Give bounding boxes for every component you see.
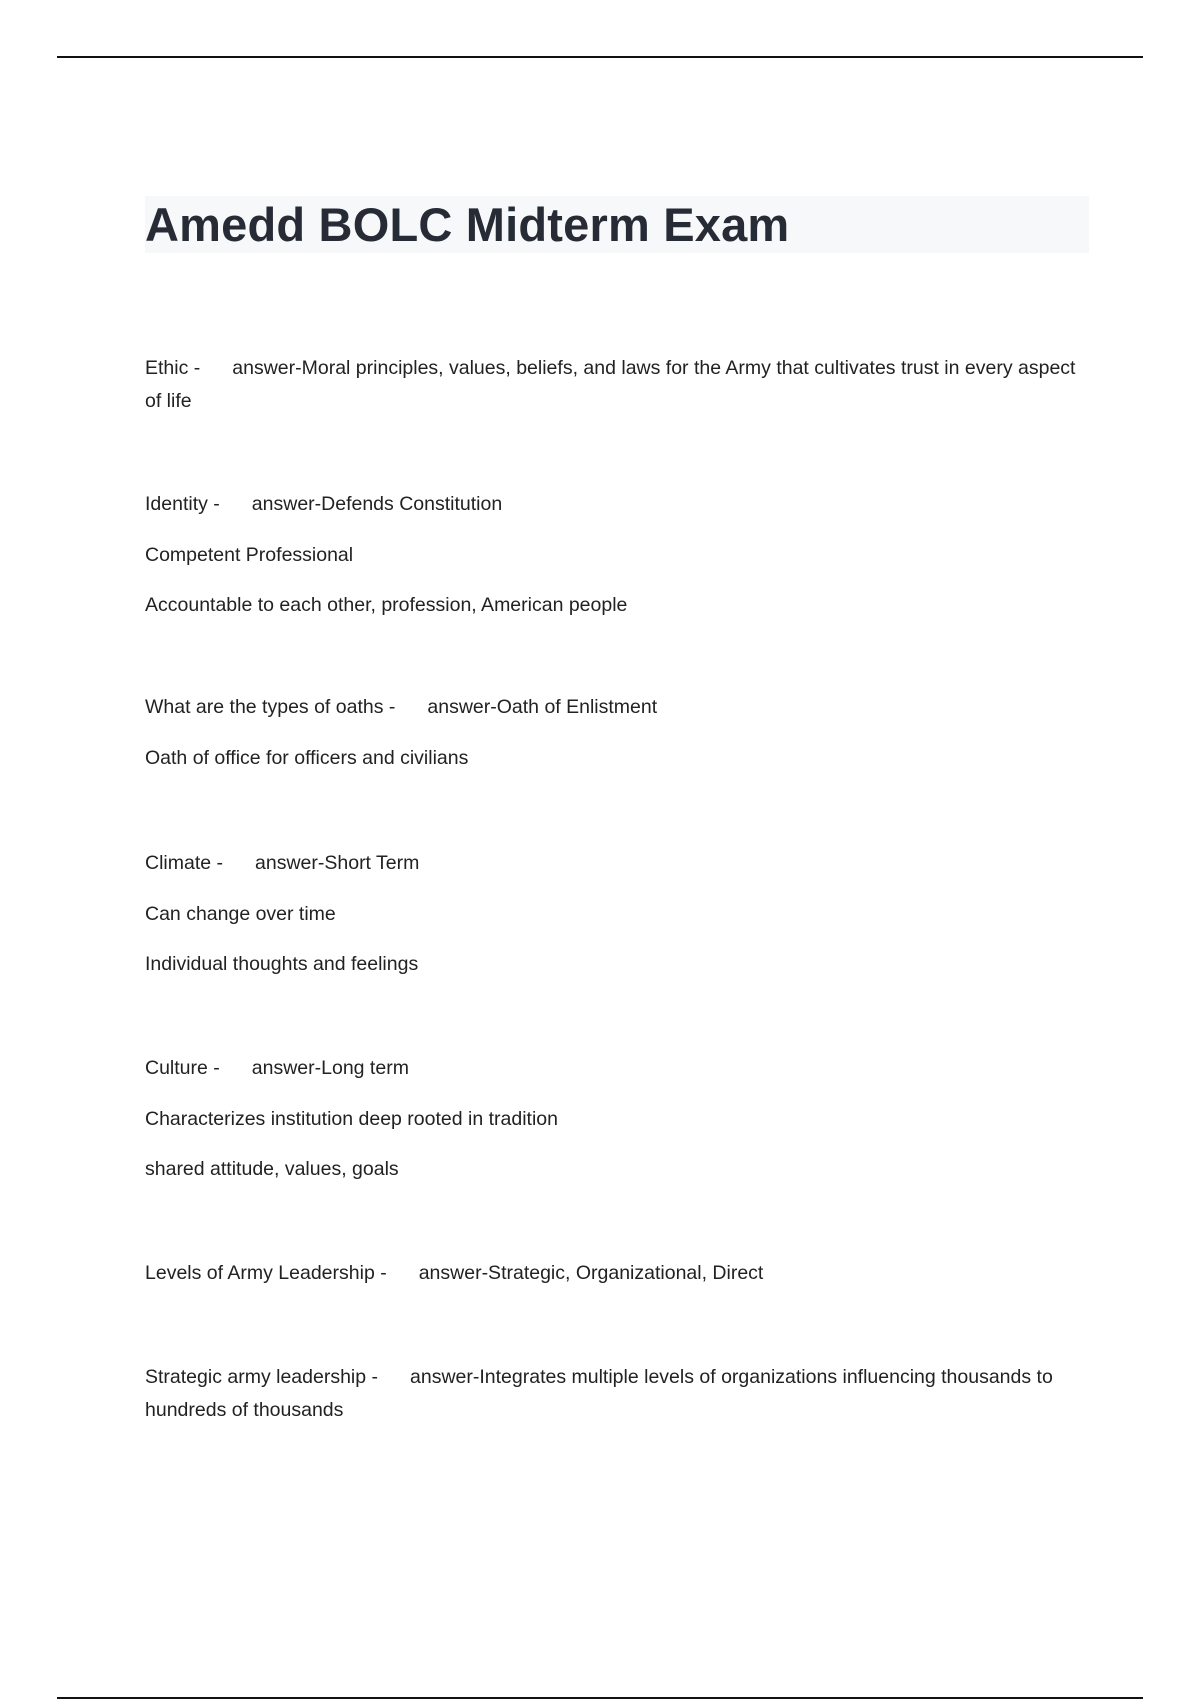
card-first-line (145, 691, 1090, 724)
card-first-line (145, 847, 1090, 880)
card-extra-line: Competent Professional (145, 543, 354, 566)
flashcard-strategic-leadership (145, 1361, 1090, 1426)
card-answer: answer-Strategic, Organizational, Direct (418, 1262, 764, 1284)
card-term: What are the types of oaths - (145, 696, 396, 718)
card-answer: answer-Moral principles, values, beliefs, and laws for the Army that cultivates trust in every aspect of life (145, 357, 1076, 412)
card-term: Ethic - (145, 357, 201, 379)
card-term: Levels of Army Leadership - (145, 1262, 387, 1284)
flashcard-ethic (145, 352, 1090, 417)
card-answer: answer-Long term (251, 1057, 409, 1079)
card-answer: answer-Defends Constitution (251, 493, 503, 515)
card-extra-line: Accountable to each other, profession, American people (145, 594, 628, 616)
flashcard-climate (145, 847, 1090, 981)
flashcard-culture (145, 1052, 1090, 1186)
card-answer: answer-Oath of Enlistment (427, 696, 658, 718)
top-rule (57, 56, 1143, 58)
card-first-line (145, 1052, 1090, 1085)
card-term: Strategic army leadership - (145, 1366, 379, 1388)
card-first-line (145, 1361, 1090, 1426)
card-answer: answer-Integrates multiple levels of organizations influencing thousands to hundreds of thousands (145, 1366, 1053, 1421)
card-term: Culture - (145, 1057, 220, 1079)
card-extra-line: Characterizes institution deep rooted in tradition (145, 1107, 558, 1130)
card-term: Climate - (145, 852, 224, 874)
bottom-rule (57, 1697, 1143, 1699)
card-first-line (145, 1257, 1090, 1290)
card-extra-line: shared attitude, values, goals (145, 1158, 399, 1180)
flashcard-levels-of-leadership (145, 1257, 1090, 1290)
card-answer: answer-Short Term (255, 852, 420, 874)
card-extra-line: Can change over time (145, 902, 336, 925)
card-first-line (145, 352, 1090, 417)
card-first-line (145, 488, 1090, 521)
page-title: Amedd BOLC Midterm Exam (145, 198, 790, 251)
flashcard-identity (145, 488, 1090, 622)
flashcard-oaths (145, 691, 1090, 774)
card-extra-line: Individual thoughts and feelings (145, 953, 419, 975)
card-term: Identity - (145, 493, 220, 515)
card-extra-line: Oath of office for officers and civilians (145, 746, 469, 769)
